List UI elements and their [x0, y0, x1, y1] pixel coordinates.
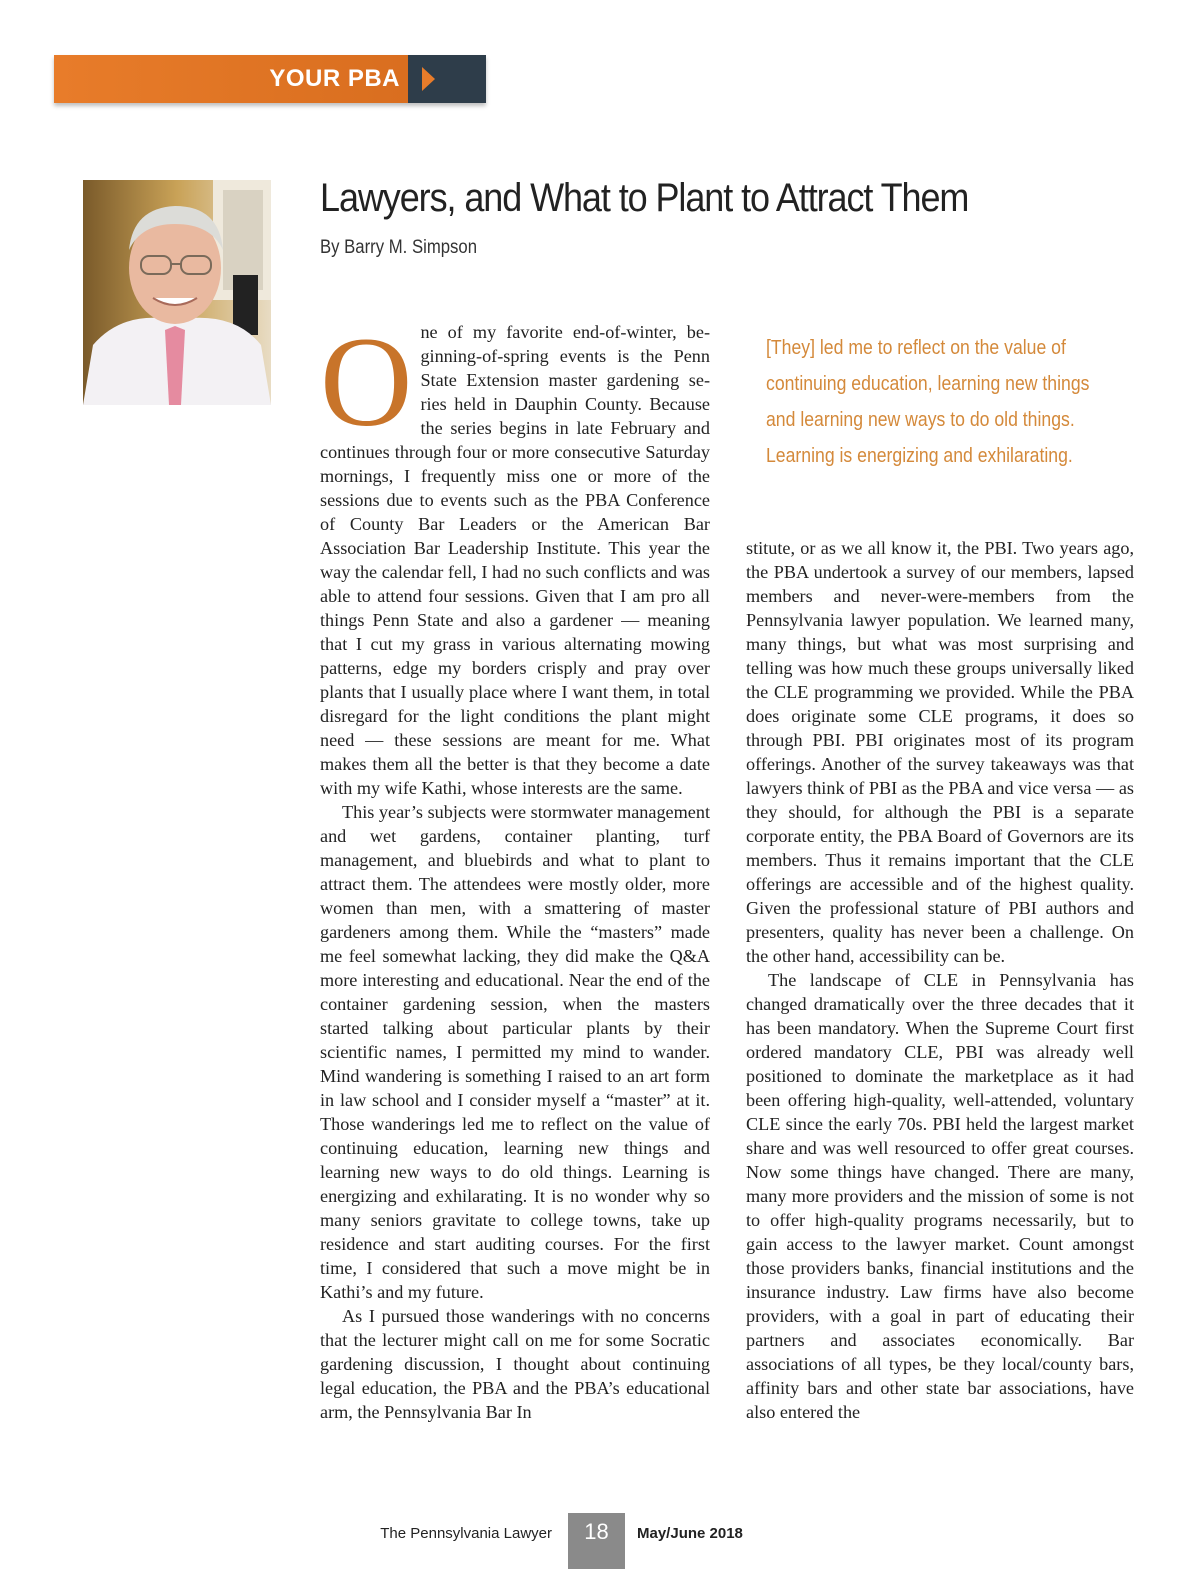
pull-quote: [They] led me to reflect on the value of continuing education, learning new things and learning new ways to do old things. Learning is energizing and exhilarating. — [766, 336, 1090, 467]
section-arrow-box — [408, 55, 486, 103]
author-photo — [83, 180, 271, 405]
drop-cap: O — [320, 311, 413, 453]
section-label: YOUR PBA — [54, 55, 408, 103]
article-title: Lawyers, and What to Plant to Attract Them — [320, 176, 969, 220]
article-column-right — [746, 536, 1134, 1424]
paragraph: This year’s subjects were stormwater management and wet gardens, container planting, turf management, and bluebirds and what to plant to attract them. The attendees were mostly older, more women than men, with a smattering of master gardeners among them. While the “masters” made me feel somewhat lacking, they did make the Q&A more interesting and educational. Near the end of the container gardening session, when the masters started talking about particular plants by their scientific names, I permitted my mind to wander. Mind wandering is something I raised to an art form in law school and I consider myself a “master” at it. Those wanderings led me to reflect on the value of continuing education, learning new things and learning new ways to do old things. Learning is energizing and exhilarating. It is no wonder why so many seniors gravitate to college towns, take up residence and start auditing courses. For the first time, I considered that such a move might be in Kathi’s and my future. — [320, 802, 710, 1302]
paragraph — [320, 311, 710, 800]
publication-name: The Pennsylvania Lawyer — [380, 1525, 552, 1542]
article-column-left — [320, 311, 710, 1424]
paragraph: The landscape of CLE in Pennsylvania has changed dramatically over the three decades that it has been mandatory. When the Supreme Court first ordered mandatory CLE, PBI was already well positioned to dominate the marketplace as it had been offering high-quality, well-attended, voluntary CLE since the early 70s. PBI held the largest market share and was well resourced to offer great courses. Now some things have changed. There are many, many more providers and the mission of some is not to offer high-quality programs necessarily, but to gain access to the lawyer market. Count amongst those providers banks, financial institutions and the insurance industry. Law firms have also become providers, with a goal in part of educating their partners and associates economically. Bar associations of all types, be they local/county bars, affinity bars and other state bar associations, have also entered the — [746, 970, 1134, 1422]
paragraph: stitute, or as we all know it, the PBI. Two years ago, the PBA undertook a survey of our members, lapsed members and never-were-members from the Pennsylvania lawyer population. We learned many, many things, but what was most surprising and telling was how much these groups universally liked the CLE programming we provided. While the PBA does originate some CLE programs, it does so through PBI. PBI originates most of its program offerings. Another of the survey takeaways was that lawyers think of PBI as the PBA and vice versa — as they should, for although the PBI is a separate corporate entity, the PBA Board of Governors are its members. Thus it remains important that the CLE offerings are accessible and of the highest quality. Given the professional stature of PBI authors and presenters, quality has never been a challenge. On the other hand, accessibility can be. — [746, 538, 1134, 966]
article-byline: By Barry M. Simpson — [320, 237, 478, 258]
paragraph-text: ne of my favorite end-of-winter, beginning-of-spring events is the Penn State Extension master gardening series held in Dauphin County. Because the series begins in late February and continues through four or more consecutive Saturday mornings, I frequently miss one or more of the sessions due to events such as the PBA Conference of County Bar Leaders or the American Bar Association Bar Leadership Institute. This year the way the calendar fell, I had no such conflicts and was able to attend four sessions. Given that I am pro all things Penn State and also a gardener — meaning that I cut my grass in various alternating mowing patterns, edge my borders crisply and pray over plants that I usually place where I want them, in total disregard for the light conditions the plant might need — these sessions are meant for me. What makes them all the better is that they become a date with my wife Kathi, whose interests are the same. — [320, 322, 710, 798]
page-number: 18 — [568, 1513, 625, 1569]
section-tab — [54, 55, 486, 103]
paragraph: As I pursued those wanderings with no concerns that the lecturer might call on me for some Socratic gardening discussion, I thought about continuing legal education, the PBA and the PBA’s educational arm, the Pennsylvania Bar In — [320, 1306, 710, 1422]
arrow-right-icon — [422, 67, 435, 91]
page-footer — [0, 1513, 1200, 1569]
issue-date: May/June 2018 — [637, 1525, 743, 1542]
